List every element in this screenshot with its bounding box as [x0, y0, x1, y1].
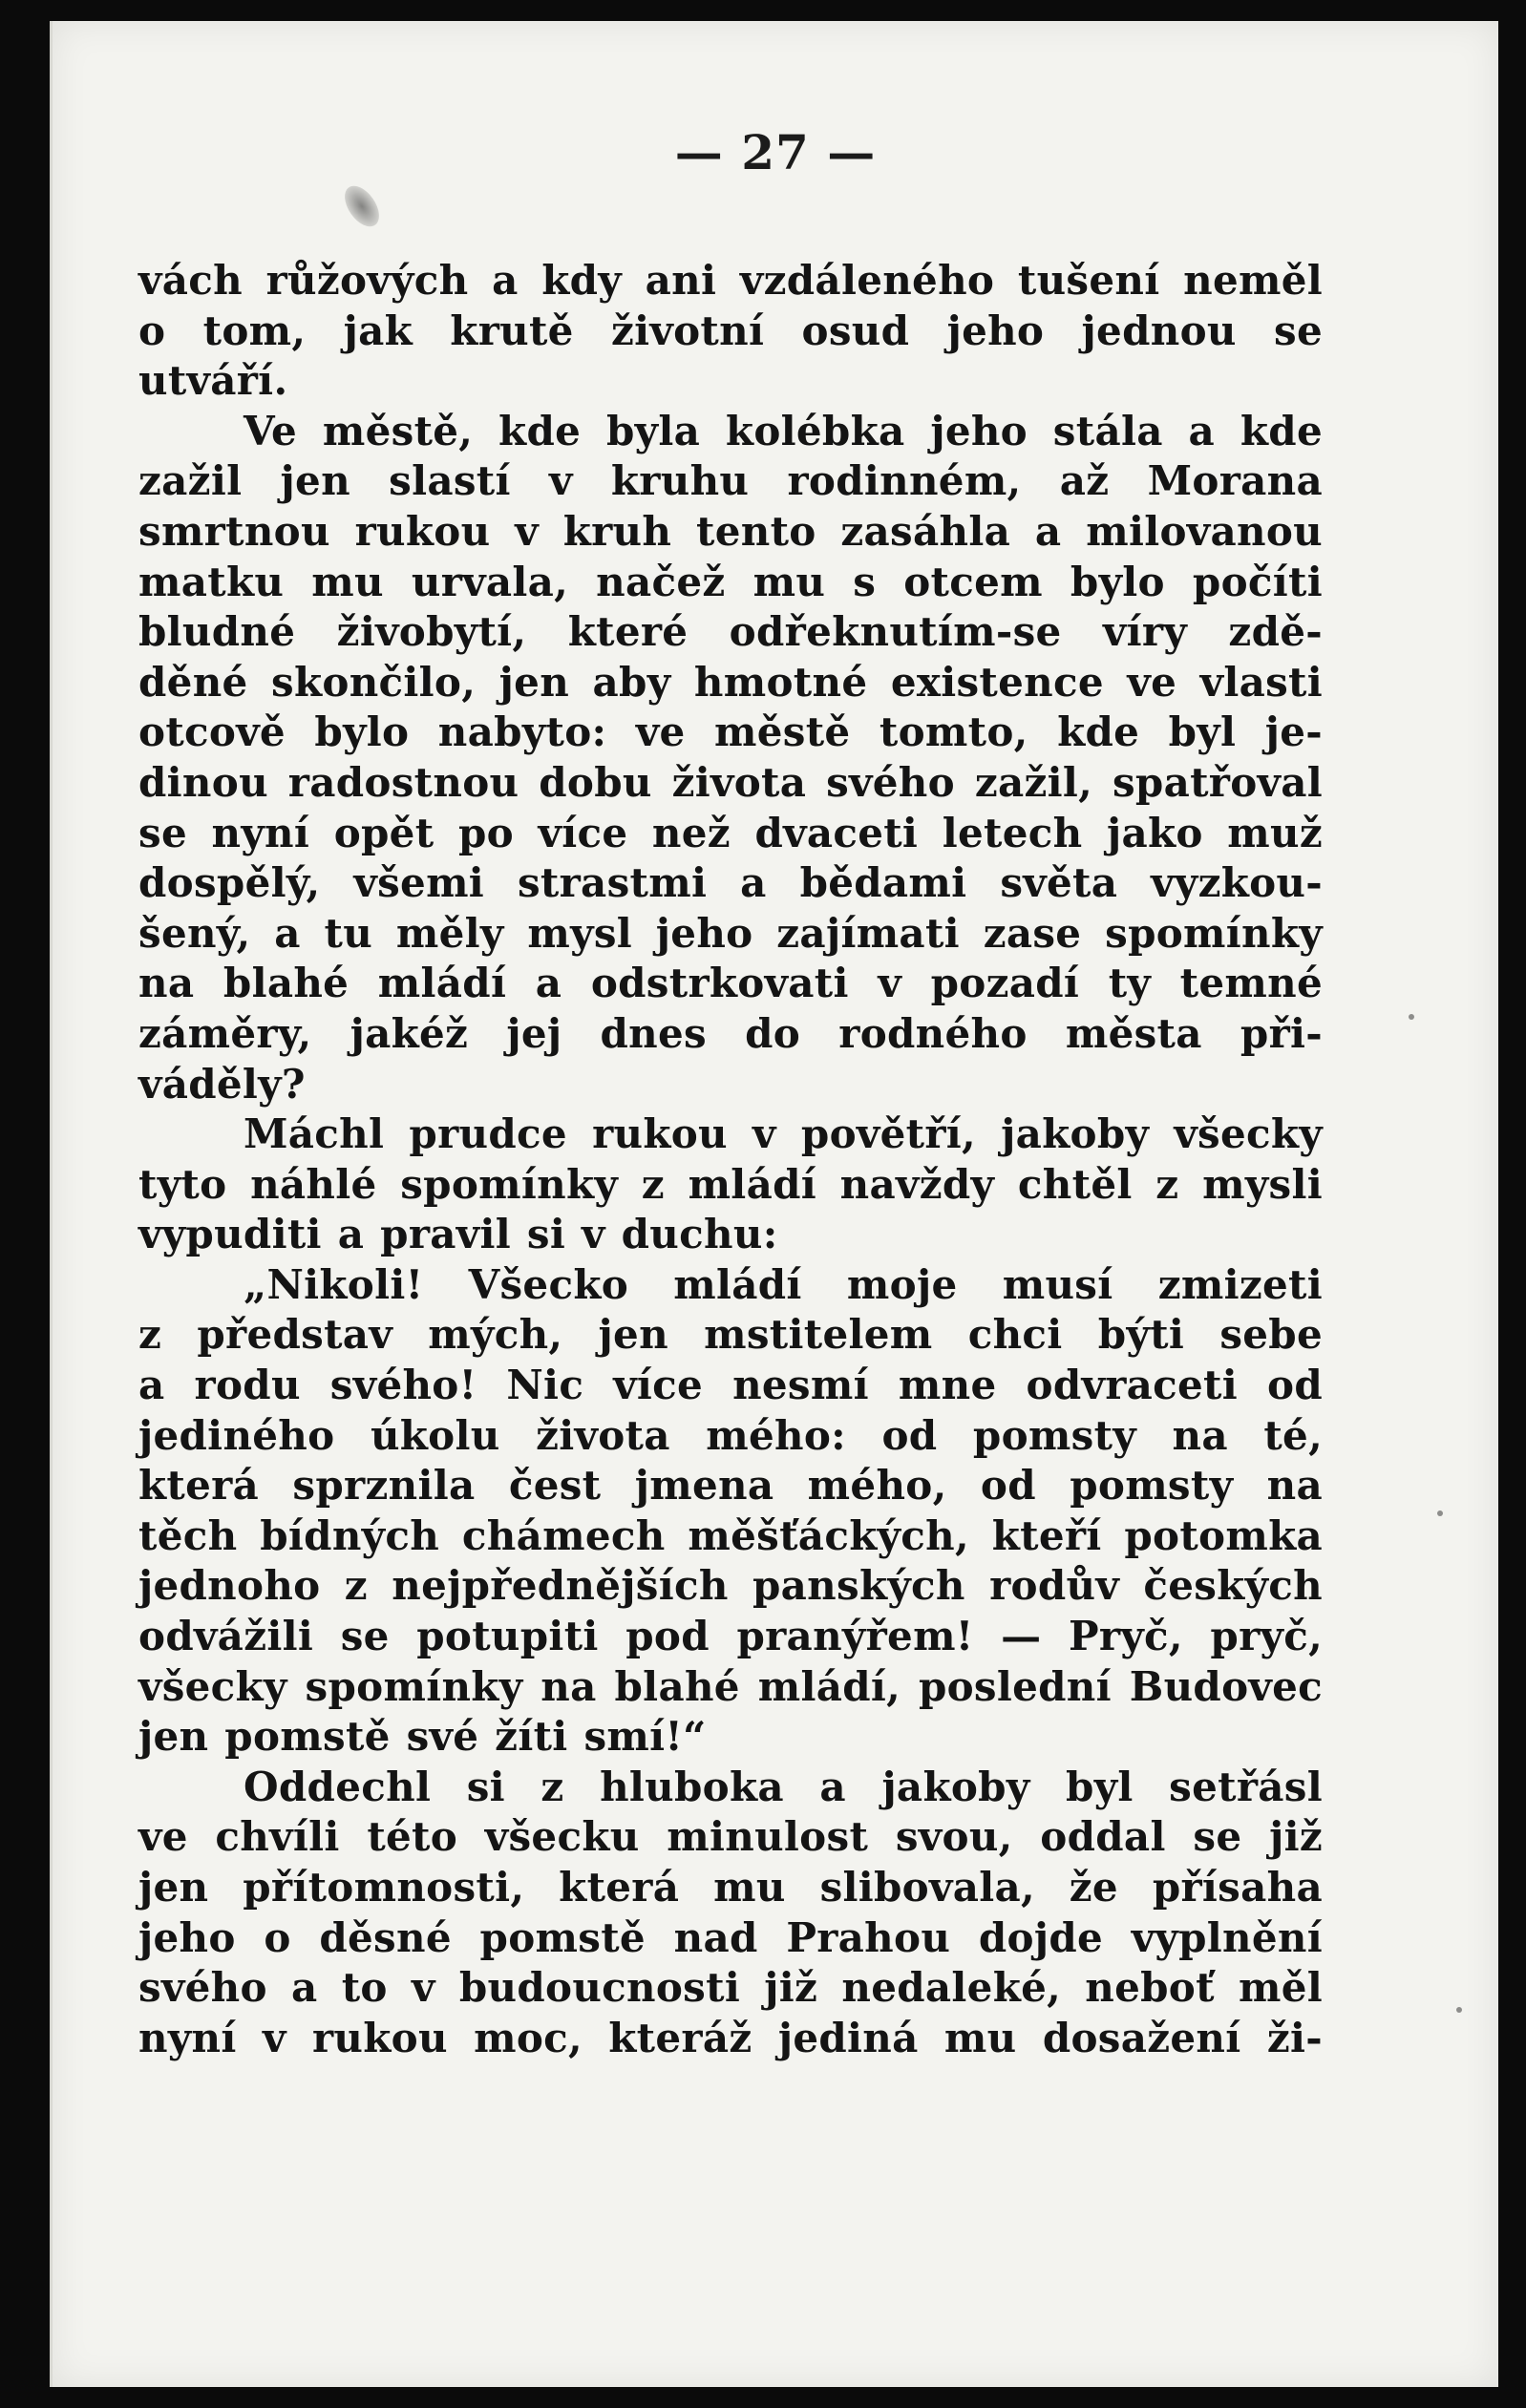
text-line: nyní v rukou moc, kteráž jediná mu dosažení ži- [138, 2014, 1323, 2061]
text-line: dinou radostnou dobu života svého zažil, spatřoval [138, 758, 1323, 806]
text-line: vypuditi a pravil si v duchu: [138, 1211, 778, 1258]
text-line: ve chvíli této všecku minulost svou, oddal se již [138, 1813, 1323, 1861]
speck [1437, 1510, 1443, 1516]
text-line: „Nikoli! Všecko mládí moje musí zmizeti [244, 1260, 1323, 1308]
speck [1409, 1014, 1414, 1020]
text-line: jeho o děsné pomstě nad Prahou dojde vyplnění [138, 1913, 1323, 1961]
text-line: odvážili se potupiti pod pranýřem! — Pryč, pryč, [138, 1613, 1323, 1660]
text-line: Ve městě, kde byla kolébka jeho stála a kde [244, 407, 1323, 454]
speck [1456, 2007, 1462, 2013]
text-line: utváří. [138, 357, 288, 405]
text-line: záměry, jakéž jej dnes do rodného města při- [138, 1009, 1323, 1057]
text-line: smrtnou rukou v kruh tento zasáhla a milovanou [138, 507, 1323, 555]
text-line: svého a to v budoucnosti již nedaleké, neboť měl [138, 1964, 1323, 2012]
text-line: na blahé mládí a odstrkovati v pozadí ty temné [138, 960, 1323, 1007]
text-line: jediného úkolu života mého: od pomsty na té, [138, 1411, 1323, 1459]
body-text [138, 256, 1323, 2063]
text-line: jen přítomnosti, která mu slibovala, že přísaha [138, 1864, 1323, 1911]
text-line: se nyní opět po více než dvaceti letech jako muž [138, 809, 1323, 856]
page-number: — 27 — [674, 124, 877, 180]
text-line: děné skončilo, jen aby hmotné existence ve vlasti [138, 658, 1323, 706]
text-line: váděly? [138, 1060, 306, 1108]
ink-smudge [338, 180, 386, 232]
text-line: Oddechl si z hluboka a jakoby byl setřásl [244, 1763, 1323, 1810]
text-line: která sprznila čest jmena mého, od pomsty na [138, 1462, 1323, 1510]
text-line: všecky spomínky na blahé mládí, poslední Budovec [138, 1662, 1323, 1710]
text-line: dospělý, všemi strastmi a bědami světa vyzkou- [138, 859, 1323, 907]
text-line: o tom, jak krutě životní osud jeho jednou se [138, 306, 1323, 354]
text-line: jen pomstě své žíti smí!“ [138, 1713, 707, 1761]
text-line: zažil jen slastí v kruhu rodinném, až Morana [138, 457, 1323, 505]
text-line: bludné živobytí, které odřeknutím-se víry zdě- [138, 608, 1323, 656]
text-line: šený, a tu měly mysl jeho zajímati zase spomínky [138, 909, 1323, 957]
text-line: z představ mých, jen mstitelem chci býti sebe [138, 1311, 1323, 1359]
text-line: matku mu urvala, načež mu s otcem bylo počíti [138, 558, 1323, 605]
text-line: těch bídných chámech měšťáckých, kteří potomka [138, 1511, 1323, 1559]
text-line: tyto náhlé spomínky z mládí navždy chtěl z mysli [138, 1160, 1323, 1208]
text-line: Máchl prudce rukou v povětří, jakoby všecky [244, 1110, 1323, 1158]
text-line: jednoho z nejpřednějších panských rodův českých [138, 1562, 1323, 1610]
text-line: otcově bylo nabyto: ve městě tomto, kde byl je- [138, 708, 1323, 756]
book-page [50, 21, 1498, 2387]
text-line: a rodu svého! Nic více nesmí mne odvraceti od [138, 1362, 1323, 1409]
text-line: vách růžových a kdy ani vzdáleného tušení neměl [138, 257, 1323, 304]
